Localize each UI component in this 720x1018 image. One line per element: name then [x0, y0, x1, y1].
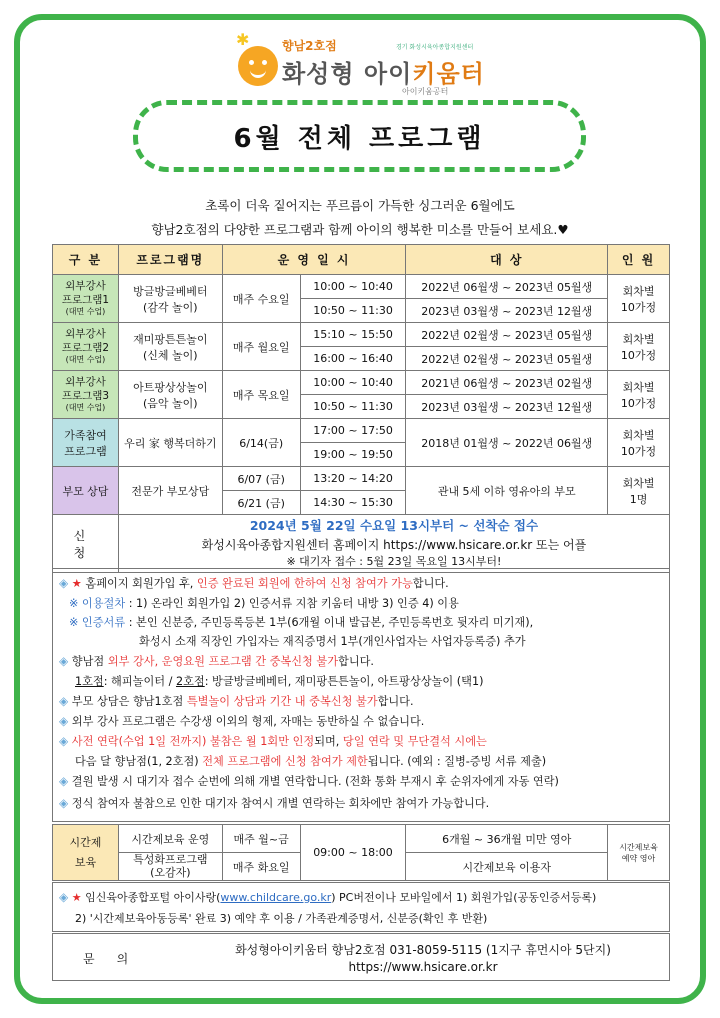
header-target: 대 상 — [406, 245, 608, 275]
notice-box: ◈ ★ 홈페이지 회원가입 후, 인증 완료된 회원에 한하여 신청 참여가 가능합니다. ※ 이용절차 : 1) 온라인 회원가입 2) 인증서류 지참 키움터 내방 3) 인증 4) 이용 ※ 인증서류 : 본인 신분증, 주민등록등본 1부(6개월 이내 발급본, 주민등록번호 뒷자리 미기재), 화성시 소재 직장인 가입자는 재직증명서 1부(개인사업자는 사업자등록증) 추가 ◈ 향남점 외부 강사, 운영요원 프로그램 간 중복신청 불가합니다. 1호점: 해피놀이터 / 2호점: 방글방글베베터, 재미팡튼튼놀이, 아트팡상상놀이 (택1) ◈ 부모 상담은 향남1호점 특별놀이 상담과 기간 내 중복신청 불가합니다. ◈ 외부 강사 프로그램은 수강생 이외의 형제, 자매는 동반하실 수 없습니다. ◈ 사전 연락(수업 1일 전까지) 불참은 월 1회만 인정되며, 당일 연락 및 무단결석 시에는 다음 달 향남점(1, 2호점) 전체 프로그램에 신청 참여가 제한됩니다. (예외 : 질병-증빙 서류 제출) ◈ 결원 발생 시 대기자 접수 순번에 의해 개별 연락합니다. (전화 통화 부재시 후 순위자에게 자동 연락) ◈ 정식 참여자 불참으로 인한 대기자 참여시 개별 연락하는 회차에만 참여가 가능합니다. — [52, 568, 670, 822]
parent-category-cell: 부모 상담 — [53, 467, 119, 515]
time-cell: 13:20 ~ 14:20 — [300, 467, 406, 491]
target-cell: 2018년 01월생 ~ 2022년 06월생 — [406, 419, 608, 467]
family-category-cell: 가족참여 프로그램 — [53, 419, 119, 467]
time-cell: 16:00 ~ 16:40 — [300, 347, 406, 371]
time-cell: 10:00 ~ 10:40 — [300, 275, 406, 299]
contact-line: 화성형아이키움터 향남2호점 031-8059-5115 (1지구 휴먼시아 5단지) — [235, 943, 611, 957]
time-cell: 17:00 ~ 17:50 — [300, 419, 406, 443]
capacity-cell: 회차별 10가정 — [608, 323, 670, 371]
header-program: 프로그램명 — [118, 245, 222, 275]
time-cell: 10:50 ~ 11:30 — [300, 299, 406, 323]
brand-subtitle: 아이키움공터 — [402, 87, 449, 96]
day-cell: 매주 월요일 — [222, 323, 300, 371]
sparkle-icon: ✱ — [236, 30, 250, 49]
star-icon: ★ — [71, 891, 82, 904]
capacity-cell: 회차별 10가정 — [608, 275, 670, 323]
partner-logo: 경기 화성시육아종합지원센터 — [396, 44, 474, 51]
care-name-cell: 특성화프로그램 (오감자) — [118, 853, 222, 881]
diamond-icon: ◈ — [59, 714, 69, 728]
diamond-icon: ◈ — [59, 734, 69, 748]
target-cell: 2023년 03월생 ~ 2023년 12월생 — [406, 395, 608, 419]
apply-label: 신 청 — [53, 515, 119, 573]
day-cell: 6/07 (금) — [222, 467, 300, 491]
brand-name: 화성형 아이키움터 — [282, 60, 485, 88]
care-day-cell: 매주 화요일 — [222, 853, 300, 881]
contact-box — [52, 933, 670, 981]
title-banner — [133, 100, 586, 172]
time-cell: 19:00 ~ 19:50 — [300, 443, 406, 467]
program-name-cell: 우리 家 행복더하기 — [118, 419, 222, 467]
childcare-label: 시간제 보육 — [53, 825, 119, 881]
care-time-cell: 09:00 ~ 18:00 — [300, 825, 406, 881]
diamond-icon: ◈ — [59, 576, 69, 590]
contact-label: 문의 — [83, 952, 151, 966]
target-cell: 2021년 06월생 ~ 2023년 02월생 — [406, 371, 608, 395]
diamond-icon: ◈ — [59, 796, 69, 810]
target-cell: 2022년 06월생 ~ 2023년 05월생 — [406, 275, 608, 299]
table-row — [53, 467, 670, 491]
care-target-cell: 시간제보육 이용자 — [406, 853, 608, 881]
contact-url[interactable]: https://www.hsicare.or.kr — [348, 960, 498, 974]
childcare-link[interactable]: www.childcare.go.kr — [220, 891, 332, 904]
capacity-cell: 회차별 10가정 — [608, 371, 670, 419]
page-title: 6월 전체 프로그램 — [233, 123, 486, 154]
day-cell: 6/21 (금) — [222, 491, 300, 515]
day-cell: 6/14(금) — [222, 419, 300, 467]
table-row — [53, 275, 670, 299]
intro-line-1: 초록이 더욱 짙어지는 푸르름이 가득한 싱그러운 6월에도 — [205, 198, 515, 213]
time-cell: 14:30 ~ 15:30 — [300, 491, 406, 515]
diamond-icon: ◈ — [59, 890, 69, 904]
care-target-cell: 6개월 ~ 36개월 미만 영아 — [406, 825, 608, 853]
program-name-cell: 방글방글베베터 (감각 놀이) — [118, 275, 222, 323]
header-capacity: 인 원 — [608, 245, 670, 275]
table-row — [53, 371, 670, 395]
childcare-note: ◈ ★ 임신육아종합포털 아이사랑(www.childcare.go.kr) PC버전이나 모바일에서 1) 회원가입(공동인증서등록) 2) '시간제보육아동등록' 완료 3) 예약 후 이용 / 가족관계증명서, 신분증(확인 후 반환) — [52, 882, 670, 932]
diamond-icon: ◈ — [59, 694, 69, 708]
program-name-cell: 전문가 부모상담 — [118, 467, 222, 515]
care-name-cell: 시간제보육 운영 — [118, 825, 222, 853]
apply-row — [53, 515, 670, 573]
day-cell: 매주 수요일 — [222, 275, 300, 323]
table-row — [53, 419, 670, 443]
time-cell: 10:00 ~ 10:40 — [300, 371, 406, 395]
time-cell: 10:50 ~ 11:30 — [300, 395, 406, 419]
diamond-icon: ◈ — [59, 774, 69, 788]
target-cell: 2022년 02월생 ~ 2023년 05월생 — [406, 323, 608, 347]
capacity-cell: 회차별 10가정 — [608, 419, 670, 467]
smiley-face-icon — [238, 46, 278, 86]
apply-info: 2024년 5월 22일 수요일 13시부터 ~ 선착순 접수 화성시육아종합지원센터 홈페이지 https://www.hsicare.or.kr 또는 어플 ※ 대기자 접수 : 5월 23일 목요일 13시부터! — [118, 515, 669, 573]
category-cell: 외부강사 프로그램3 (대면 수업) — [53, 371, 119, 419]
childcare-table — [52, 824, 670, 881]
category-cell: 외부강사 프로그램1 (대면 수업) — [53, 275, 119, 323]
category-cell: 외부강사 프로그램2 (대면 수업) — [53, 323, 119, 371]
care-day-cell: 매주 월~금 — [222, 825, 300, 853]
star-icon: ★ — [71, 577, 82, 590]
time-cell: 15:10 ~ 15:50 — [300, 323, 406, 347]
target-cell: 2023년 03월생 ~ 2023년 12월생 — [406, 299, 608, 323]
header-category: 구 분 — [53, 245, 119, 275]
header-schedule: 운 영 일 시 — [222, 245, 406, 275]
program-name-cell: 재미팡튼튼놀이 (신체 놀이) — [118, 323, 222, 371]
capacity-cell: 회차별 1명 — [608, 467, 670, 515]
diamond-icon: ◈ — [59, 654, 69, 668]
day-cell: 매주 목요일 — [222, 371, 300, 419]
branch-name: 향남2호점 — [282, 39, 337, 53]
table-row — [53, 825, 670, 853]
program-table — [52, 244, 670, 573]
intro-line-2: 향남2호점의 다양한 프로그램과 함께 아이의 행복한 미소를 만들어 보세요.♥ — [151, 222, 569, 237]
table-row — [53, 323, 670, 347]
program-name-cell: 아트팡상상놀이 (음악 놀이) — [118, 371, 222, 419]
target-cell: 2022년 02월생 ~ 2023년 05월생 — [406, 347, 608, 371]
target-cell: 관내 5세 이하 영유아의 부모 — [406, 467, 608, 515]
table-header — [53, 245, 670, 275]
care-capacity-cell: 시간제보육 예약 영아 — [608, 825, 670, 881]
